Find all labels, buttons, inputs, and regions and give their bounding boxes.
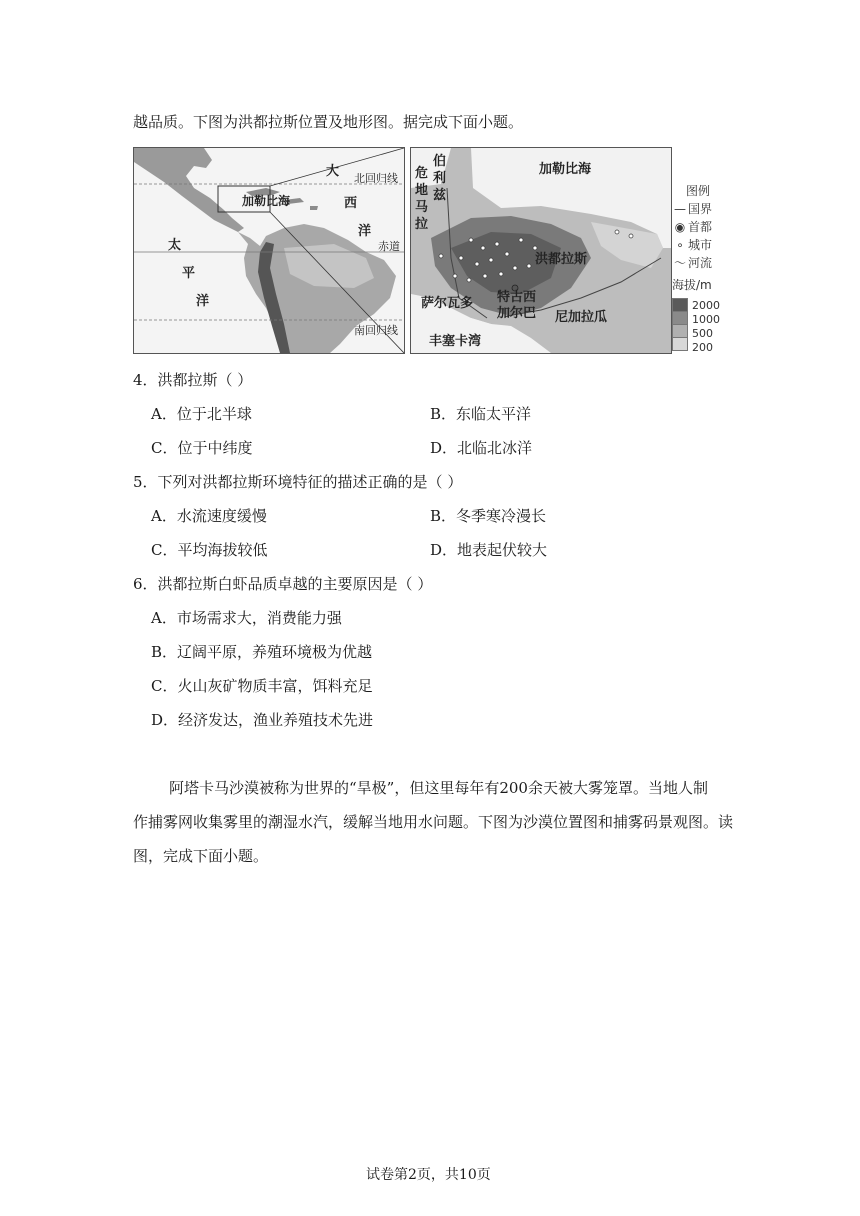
label-guat-4: 拉 [415, 217, 429, 232]
map-legend [672, 182, 736, 272]
label-tegucigalpa-1: 特古西 [497, 290, 537, 305]
river-icon: ～ [673, 256, 686, 270]
label-guat-2: 地 [415, 183, 429, 198]
question-6-option-b[interactable]: B．辽阔平原，养殖环境极为优越 [151, 643, 373, 661]
elevation-title: 海拔/m [672, 278, 712, 292]
question-5-option-b[interactable]: B．冬季寒冷漫长 [430, 507, 547, 525]
elevation-label-200: 200 [692, 341, 713, 354]
label-tropic-capricorn: 南回归线 [354, 324, 398, 337]
label-belize-3: 兹 [433, 188, 447, 203]
label-pacific-2: 平 [182, 266, 196, 281]
legend-label-capital: 首都 [688, 220, 713, 234]
legend-label-river: 河流 [688, 256, 713, 270]
label-belize-2: 利 [433, 171, 447, 186]
label-equator: 赤道 [378, 240, 400, 253]
passage-line-1: 阿塔卡马沙漠被称为世界的“旱极”，但这里每年有200余天被大雾笼罩。当地人制 [169, 779, 708, 797]
question-5-stem: 5．下列对洪都拉斯环境特征的描述正确的是（ ） [133, 473, 463, 491]
elevation-label-2000: 2000 [692, 299, 720, 312]
question-6-option-c[interactable]: C．火山灰矿物质丰富，饵料充足 [151, 677, 373, 695]
label-caribbean-left: 加勒比海 [242, 194, 291, 208]
label-atlantic-2: 西 [344, 196, 358, 211]
label-tegucigalpa-2: 加尔巴 [497, 306, 537, 321]
label-el-salvador: 萨尔瓦多 [421, 296, 474, 311]
page-footer: 试卷第2页，共10页 [366, 1167, 491, 1183]
intro-line: 越品质。下图为洪都拉斯位置及地形图。据完成下面小题。 [133, 113, 524, 131]
legend-title: 图例 [686, 184, 711, 198]
label-belize-1: 伯 [433, 154, 447, 169]
elevation-band-500 [672, 324, 688, 338]
label-atlantic-1: 大 [326, 164, 340, 179]
passage-line-2: 作捕雾网收集雾里的潮湿水汽，缓解当地用水问题。下图为沙漠位置图和捕雾码景观图。读 [133, 813, 734, 831]
capital-icon: ◉ [674, 220, 686, 234]
border-icon: — [674, 202, 686, 216]
elevation-band-2000 [672, 298, 688, 312]
question-5-option-c[interactable]: C．平均海拔较低 [151, 541, 268, 559]
label-honduras: 洪都拉斯 [535, 252, 588, 267]
question-4-option-a[interactable]: A．位于北半球 [151, 405, 252, 423]
label-fonseca: 丰塞卡湾 [429, 334, 482, 349]
question-4-option-b[interactable]: B．东临太平洋 [430, 405, 532, 423]
passage-line-3: 图，完成下面小题。 [133, 847, 269, 865]
label-guat-1: 危 [415, 166, 429, 181]
label-nicaragua: 尼加拉瓜 [555, 310, 608, 325]
label-pacific-1: 太 [168, 238, 182, 253]
question-5-option-a[interactable]: A．水流速度缓慢 [151, 507, 267, 525]
city-icon: ∘ [676, 238, 684, 252]
elevation-label-1000: 1000 [692, 313, 720, 326]
question-4-option-d[interactable]: D．北临北冰洋 [430, 439, 533, 457]
honduras-terrain-map [410, 147, 672, 354]
elevation-label-500: 500 [692, 327, 713, 340]
label-pacific-3: 洋 [196, 294, 210, 309]
elevation-band-1000 [672, 311, 688, 325]
elevation-band-200 [672, 337, 688, 351]
label-caribbean-right: 加勒比海 [539, 162, 592, 177]
label-tropic-cancer: 北回归线 [354, 172, 398, 185]
label-guat-3: 马 [415, 200, 429, 215]
americas-location-map [133, 147, 405, 354]
question-5-option-d[interactable]: D．地表起伏较大 [430, 541, 548, 559]
question-6-option-d[interactable]: D．经济发达，渔业养殖技术先进 [151, 711, 374, 729]
question-4-stem: 4．洪都拉斯（ ） [133, 371, 253, 389]
question-6-stem: 6．洪都拉斯白虾品质卓越的主要原因是（ ） [133, 575, 433, 593]
question-4-option-c[interactable]: C．位于中纬度 [151, 439, 253, 457]
legend-label-city: 城市 [688, 238, 713, 252]
legend-label-border: 国界 [688, 202, 713, 216]
question-6-option-a[interactable]: A．市场需求大，消费能力强 [151, 609, 342, 627]
label-atlantic-3: 洋 [358, 224, 372, 239]
